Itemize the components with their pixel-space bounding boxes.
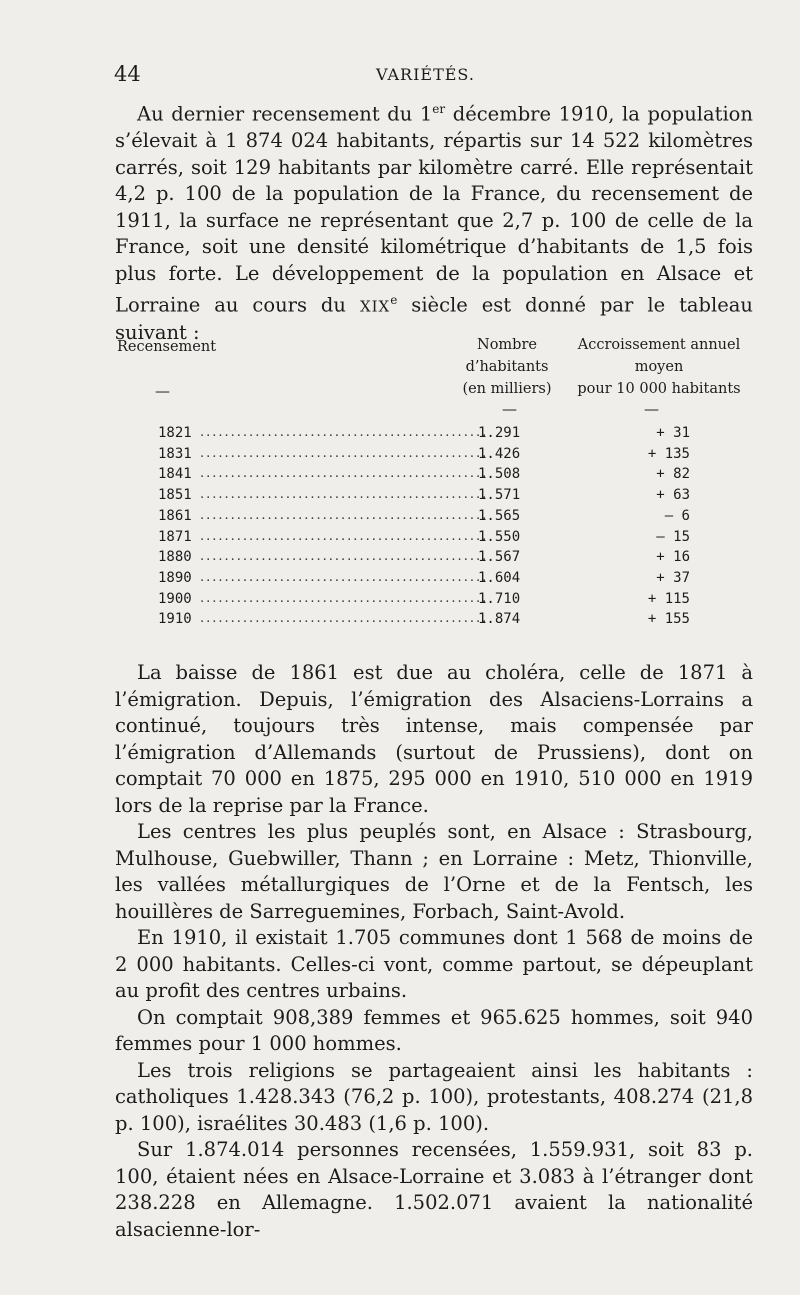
- row-growth: — 6: [664, 507, 690, 524]
- row-population: 1.710: [478, 590, 521, 607]
- row-growth: + 82: [656, 466, 690, 483]
- row-year: 1890: [158, 569, 192, 586]
- row-growth: + 16: [656, 549, 690, 566]
- paragraph-femmes: On comptait 908,389 femmes et 965.625 hommes, soit 940 femmes pour 1 000 hommes.: [115, 1005, 753, 1055]
- table-row: [0, 508, 800, 530]
- dot-leader: ...............................................: [200, 445, 489, 461]
- dot-leader: ...............................................: [200, 466, 489, 482]
- dot-leader: ...............................................: [200, 528, 489, 544]
- row-year: 1880: [158, 549, 192, 566]
- dot-leader: ...............................................: [200, 569, 489, 585]
- century-numeral: XIX: [359, 297, 391, 316]
- header-growth-dash: —: [644, 400, 659, 418]
- running-title: VARIÉTÉS.: [376, 65, 475, 84]
- row-year: 1821: [158, 425, 192, 441]
- row-growth: + 155: [647, 611, 690, 628]
- header-census-dash: —: [155, 382, 170, 400]
- header-growth-1: Accroissement annuel: [577, 337, 741, 353]
- row-population: 1.604: [478, 569, 521, 586]
- dot-leader: ...............................................: [200, 487, 489, 503]
- intro-paragraph: [115, 96, 753, 347]
- header-pop-dash: —: [502, 400, 517, 418]
- row-year: 1871: [158, 528, 192, 545]
- page-header: [114, 62, 752, 92]
- intro-text-a: Au dernier recensement du 1: [137, 102, 433, 126]
- dot-leader: ...............................................: [200, 507, 489, 523]
- header-pop-3: (en milliers): [462, 381, 552, 397]
- row-year: 1861: [158, 507, 192, 524]
- dot-leader: ...............................................: [200, 590, 489, 606]
- paragraph-baisse: La baisse de 1861 est due au choléra, celle de 1871 à l’émigration. Depuis, l’émigration des Alsaciens-Lorrains a continué, toujours très intense, mais compensée par l’émigration d’Allemands (surtout de Prussiens), dont on comptait 70 000 en 1875, 295 000 en 1910, 510 000 en 1919 lors de la reprise par la France.: [115, 661, 753, 817]
- row-growth: + 115: [647, 590, 690, 607]
- table-row: [0, 425, 800, 447]
- row-year: 1831: [158, 445, 192, 462]
- table-row: [0, 446, 800, 468]
- table-row: [0, 466, 800, 488]
- table-row: [0, 570, 800, 592]
- dot-leader: ...............................................: [200, 611, 489, 627]
- row-growth: — 15: [656, 528, 690, 545]
- paragraph-centres: Les centres les plus peuplés sont, en Alsace : Strasbourg, Mulhouse, Guebwiller, Thann ; en Lorraine : Metz, Thionville, les vallées métallurgiques de l’Orne et de la Fentsch, les houillères de Sarreguemines, Forbach, Saint-Avold.: [115, 820, 753, 923]
- table-row: [0, 487, 800, 509]
- century-sup: e: [390, 293, 398, 307]
- table-row: [0, 549, 800, 571]
- table-row: [0, 529, 800, 551]
- row-population: 1.550: [478, 528, 521, 545]
- row-growth: + 135: [647, 445, 690, 462]
- table-row: [0, 591, 800, 613]
- row-population: 1.571: [478, 487, 521, 504]
- row-population: 1.426: [478, 445, 521, 462]
- row-year: 1900: [158, 590, 192, 607]
- paragraph-communes: En 1910, il existait 1.705 communes dont 1 568 de moins de 2 000 habitants. Celles-ci vont, comme partout, se dépeuplant au profit des centres urbains.: [115, 926, 753, 1002]
- row-year: 1910: [158, 611, 192, 628]
- header-pop-2: d’habitants: [465, 359, 549, 375]
- row-population: 1.874: [478, 611, 521, 628]
- row-growth: + 63: [656, 487, 690, 504]
- dot-leader: ...............................................: [200, 425, 489, 440]
- header-census: Recensement: [117, 339, 217, 355]
- row-year: 1841: [158, 466, 192, 483]
- intro-sup: er: [432, 102, 446, 116]
- paragraph-naissances: Sur 1.874.014 personnes recensées, 1.559.931, soit 83 p. 100, étaient nées en Alsace-Lorraine et 3.083 à l’étranger dont 238.228 en Allemagne. 1.502.071 avaient la nationalité alsacienne-lor-: [115, 1138, 753, 1241]
- dot-leader: ...............................................: [200, 549, 489, 565]
- body-text: [115, 660, 753, 1243]
- row-population: 1.508: [478, 466, 521, 483]
- row-year: 1851: [158, 487, 192, 504]
- header-growth-2: moyen: [634, 359, 684, 375]
- intro-text-b: décembre 1910, la population s’élevait à 1 874 024 habitants, répartis sur 14 522 kilomètres carrés, soit 129 habitants par kilomètre carré. Elle représentait 4,2 p. 100 de la population de la France, du recensement de 1911, la surface ne représentant que 2,7 p. 100 de celle de la France, soit une densité kilométrique d’habitants de 1,5 fois plus forte. Le développement de la population en Alsace et Lorraine au cours du: [115, 102, 753, 317]
- page-number: 44: [114, 62, 141, 86]
- header-pop-1: Nombre: [477, 337, 537, 353]
- header-growth-3: pour 10 000 habitants: [577, 381, 741, 397]
- row-population: 1.565: [478, 507, 521, 524]
- paragraph-religions: Les trois religions se partageaient ainsi les habitants : catholiques 1.428.343 (76,2 p. 100), protestants, 408.274 (21,8 p. 100), israélites 30.483 (1,6 p. 100).: [115, 1058, 753, 1135]
- row-population: 1.567: [478, 549, 521, 566]
- row-population: 1.291: [478, 425, 521, 441]
- intro-text-c: siècle est donné par le tableau suivant :: [115, 293, 753, 344]
- row-growth: + 37: [656, 569, 690, 586]
- table-row: [0, 611, 800, 633]
- row-growth: + 31: [656, 425, 690, 441]
